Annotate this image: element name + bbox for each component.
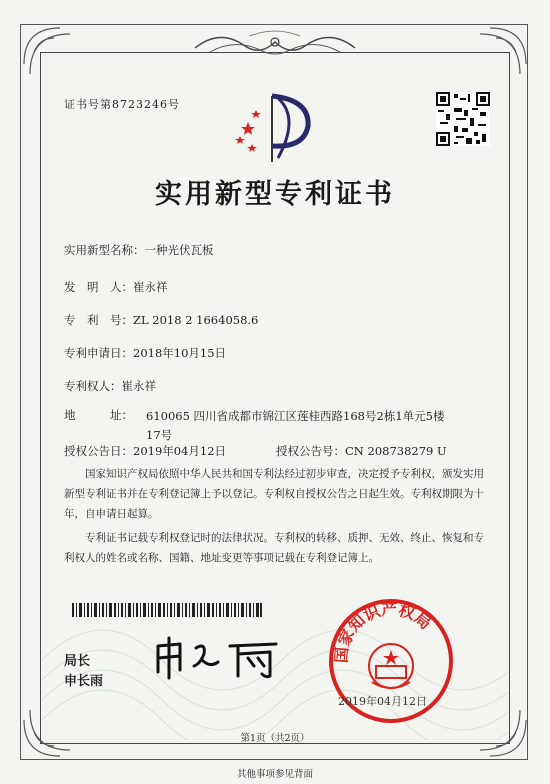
field-label: 授权公告号： [276, 444, 345, 458]
field-label: 发 明 人： [64, 280, 133, 294]
bureau-head-name: 申长雨 [64, 674, 104, 689]
field-filing-date [64, 345, 226, 361]
legal-paragraph-1: 国家知识产权局依照中华人民共和国专利法经过初步审查，决定授予专利权，颁发实用新型专利证书并在专利登记簿上予以登记。专利权自授权公告之日起生效。专利权期限为十年，自申请日起算。 [64, 468, 484, 520]
top-ornament-icon [190, 28, 360, 62]
field-value: 崔永祥 [133, 280, 168, 294]
field-patentee [64, 378, 156, 394]
certificate-number: 证书号第8723246号 [64, 98, 180, 111]
handwritten-signature-icon [150, 632, 290, 682]
certificate-title: 实用新型专利证书 [155, 179, 395, 210]
bureau-head-title: 局长 [64, 654, 91, 669]
field-grant-date [64, 443, 226, 459]
cnipa-logo-icon [230, 88, 320, 168]
field-address-label [64, 407, 133, 423]
corner-ornament-icon [20, 24, 80, 84]
field-value: 2019年04月12日 [133, 444, 227, 458]
corner-ornament-icon [470, 24, 530, 84]
field-value: CN 208738279 U [345, 444, 447, 458]
svg-text:国家知识产权局: 国家知识产权局 [331, 599, 435, 664]
qr-code-icon [436, 92, 490, 146]
field-label: 授权公告日： [64, 444, 133, 458]
field-label: 专利权人： [64, 379, 122, 393]
seal-date: 2019年04月12日 [338, 695, 427, 708]
legal-paragraph-2: 专利证书记载专利权登记时的法律状况。专利权的转移、质押、无效、终止、恢复和专利权人的姓名或名称、国籍、地址变更等事项记载在专利登记簿上。 [64, 532, 484, 564]
field-label: 实用新型名称： [64, 243, 145, 257]
page-number: 第1页（共2页） [240, 733, 310, 744]
field-name [64, 242, 214, 258]
field-grant-number [276, 443, 447, 459]
field-value: 一种光伏瓦板 [144, 243, 214, 257]
field-value: 崔永祥 [121, 379, 156, 393]
field-patent-number [64, 312, 258, 328]
field-value: ZL 2018 2 1664058.6 [133, 313, 259, 327]
field-inventor [64, 279, 168, 295]
field-label: 专 利 号： [64, 313, 133, 327]
field-label: 专利申请日： [64, 346, 133, 360]
footer-note: 其他事项参见背面 [236, 769, 313, 780]
field-value: 2018年10月15日 [133, 346, 227, 360]
field-address-value: 610065 四川省成都市锦江区莲桂西路168号2栋1单元5楼17号 [146, 409, 445, 442]
field-label: 地 址： [64, 408, 133, 422]
barcode-icon [72, 602, 262, 616]
